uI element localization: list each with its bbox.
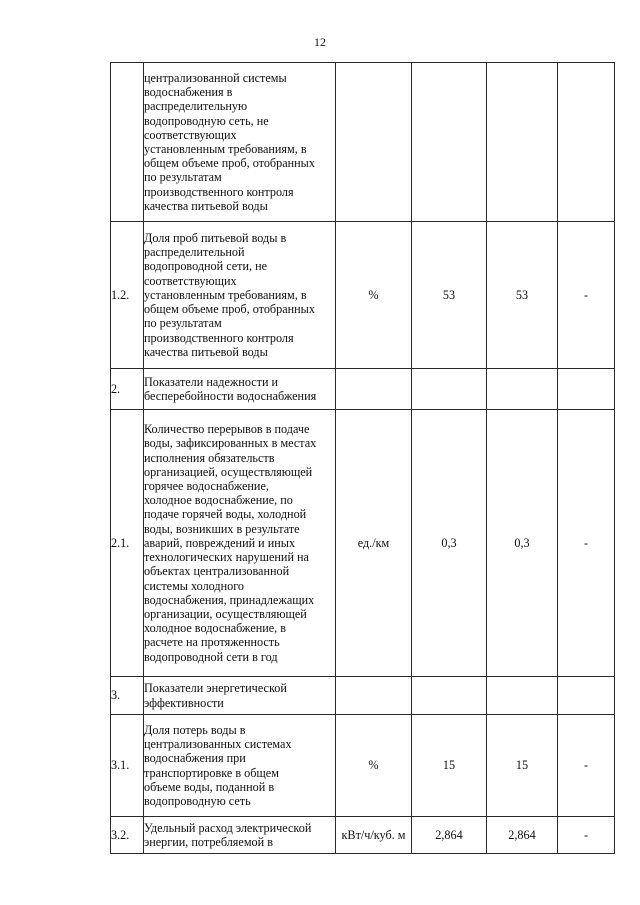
indicator-name-line: воды, возникших в результате <box>144 521 300 536</box>
row-number-cell: 1.2. <box>111 222 144 369</box>
value-cell-3 <box>558 369 615 410</box>
indicator-name-line: качества питьевой воды <box>144 344 268 359</box>
indicator-name-line: воды, зафиксированных в местах <box>144 436 317 451</box>
unit-cell: % <box>336 222 412 369</box>
indicator-name-line: подаче горячей воды, холодной <box>144 507 307 522</box>
indicator-name-line: организации, осуществляющей <box>144 606 307 621</box>
indicator-name-line: водопроводной сети в год <box>144 649 278 664</box>
row-number-cell: 3.1. <box>111 715 144 817</box>
value-cell-1: 2,864 <box>412 817 487 854</box>
indicator-name-cell <box>144 817 336 854</box>
value-cell-1: 53 <box>412 222 487 369</box>
indicator-name-line: соответствующих <box>144 127 237 142</box>
indicator-name-cell <box>144 63 336 222</box>
indicator-name-line: установленным требованиям, в <box>144 142 307 156</box>
page-number: 12 <box>314 35 326 49</box>
value-cell-1: 0,3 <box>412 410 487 677</box>
row-number-cell: 2.1. <box>111 410 144 677</box>
value-cell-1 <box>412 369 487 410</box>
value-cell-2: 0,3 <box>487 410 558 677</box>
indicator-name-line: водоснабжения при <box>144 751 246 766</box>
indicator-name-line: водопроводную сеть, не <box>144 113 269 128</box>
table-row <box>111 817 615 854</box>
table-row <box>111 63 615 222</box>
value-cell-2 <box>487 369 558 410</box>
row-number-cell: 2. <box>111 369 144 410</box>
indicator-name-line: общем объеме проб, отобранных <box>144 302 315 317</box>
indicator-name-line: Количество перерывов в подаче <box>144 422 310 437</box>
value-cell-3 <box>558 677 615 715</box>
unit-cell <box>336 677 412 715</box>
indicator-name-cell <box>144 222 336 369</box>
indicator-name-line: соответствующих <box>144 273 237 288</box>
indicator-name-line: распределительной <box>144 245 245 260</box>
indicator-name-line: объектах централизованной <box>144 564 290 579</box>
row-number-cell: 3.2. <box>111 817 144 854</box>
indicator-name-line: распределительную <box>144 99 248 114</box>
indicator-name-line: системы холодного <box>144 578 245 593</box>
indicator-name-cell <box>144 369 336 410</box>
value-cell-2 <box>487 677 558 715</box>
value-cell-2: 53 <box>487 222 558 369</box>
value-cell-1: 15 <box>412 715 487 817</box>
value-cell-2: 2,864 <box>487 817 558 854</box>
table-row <box>111 677 615 715</box>
indicator-name-line: холодное водоснабжение, по <box>144 493 293 508</box>
indicator-name-line: водоснабжения, принадлежащих <box>144 592 315 607</box>
indicator-name-line: производственного контроля <box>144 330 294 345</box>
indicator-name-line: водопроводной сети, не <box>144 259 268 274</box>
value-cell-3: - <box>558 222 615 369</box>
indicator-name-line: технологических нарушений на <box>144 550 309 565</box>
indicator-name-line: установленным требованиям, в <box>144 287 307 302</box>
indicator-name-line: горячее водоснабжение, <box>144 479 269 494</box>
table-row <box>111 369 615 410</box>
indicator-name-line: объеме воды, поданной в <box>144 779 275 794</box>
unit-cell: ед./км <box>336 410 412 677</box>
indicator-name-line: по результатам <box>144 316 222 331</box>
indicator-name-line: общем объеме проб, отобранных <box>144 156 315 171</box>
indicator-name-line: эффективности <box>144 695 224 710</box>
unit-cell <box>336 369 412 410</box>
indicator-name-line: аварий, повреждений и иных <box>144 535 296 550</box>
value-cell-3: - <box>558 410 615 677</box>
indicator-name-line: холодное водоснабжение, в <box>144 621 287 636</box>
indicator-name-line: транспортировке в общем <box>144 765 279 780</box>
indicator-name-line: энергии, потребляемой в <box>144 835 273 849</box>
indicator-name-line: исполнения обязательств <box>144 450 275 465</box>
indicator-name-cell <box>144 410 336 677</box>
row-number-cell: 3. <box>111 677 144 715</box>
indicator-name-line: бесперебойности водоснабжения <box>144 389 317 403</box>
value-cell-2 <box>487 63 558 222</box>
indicators-table <box>110 62 615 854</box>
indicator-name-line: Доля проб питьевой воды в <box>144 231 287 246</box>
indicator-name-line: расчете на протяженность <box>144 635 280 650</box>
indicator-name-line: водоснабжения в <box>144 85 233 100</box>
indicator-name-line: по результатам <box>144 170 222 185</box>
indicator-name-line: Удельный расход электрической <box>144 820 312 835</box>
indicator-name-line: Доля потерь воды в <box>144 722 246 737</box>
value-cell-3: - <box>558 715 615 817</box>
indicator-name-line: централизованной системы <box>144 70 287 85</box>
indicator-name-line: организацией, осуществляющей <box>144 464 313 479</box>
indicator-name-line: централизованных системах <box>144 737 292 752</box>
indicator-name-line: Показатели надежности и <box>144 374 279 389</box>
unit-cell <box>336 63 412 222</box>
unit-cell: кВт/ч/куб. м <box>336 817 412 854</box>
value-cell-2: 15 <box>487 715 558 817</box>
indicator-name-line: Показатели энергетической <box>144 681 287 696</box>
indicator-name-line: водопроводную сеть <box>144 793 251 808</box>
indicator-name-line: производственного контроля <box>144 184 294 199</box>
indicator-name-line: качества питьевой воды <box>144 198 268 213</box>
value-cell-3: - <box>558 817 615 854</box>
indicator-name-cell <box>144 715 336 817</box>
value-cell-3 <box>558 63 615 222</box>
table-row <box>111 410 615 677</box>
unit-cell: % <box>336 715 412 817</box>
table-row <box>111 222 615 369</box>
row-number-cell <box>111 63 144 222</box>
value-cell-1 <box>412 63 487 222</box>
table-row <box>111 715 615 817</box>
value-cell-1 <box>412 677 487 715</box>
indicator-name-cell <box>144 677 336 715</box>
